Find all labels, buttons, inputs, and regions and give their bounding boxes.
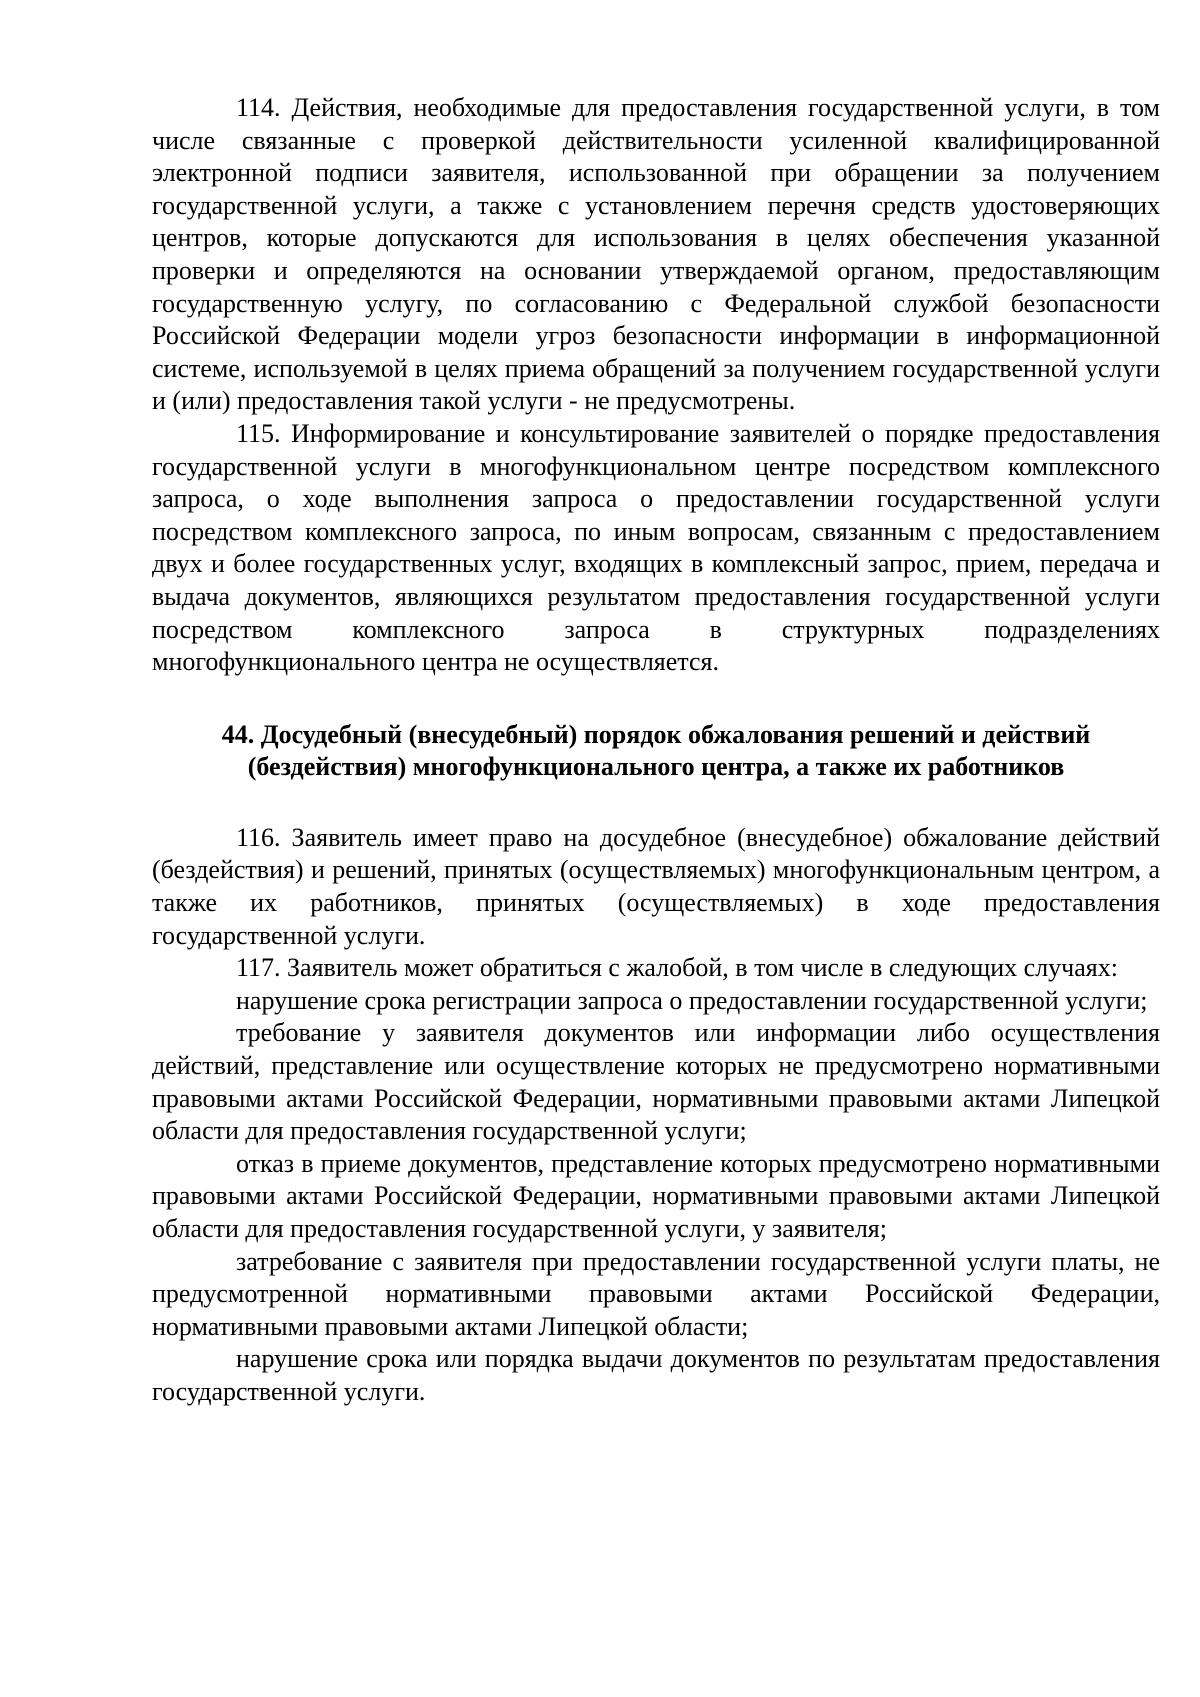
section-heading	[152, 719, 1160, 784]
section-heading-line-1: 44. Досудебный (внесудебный) порядок обжалования решений и действий	[221, 719, 1091, 749]
paragraph-115: 115. Информирование и консультирование заявителей о порядке предоставления государственной услуги в многофункциональном центре посредством комплексного запроса, о ходе выполнения запроса о предоставлении государственной услуги посредством комплексного запроса, по иным вопросам, связанным с предоставлением двух и более государственных услуг, входящих в комплексный запрос, прием, передача и выдача документов, являющихся результатом предоставления государственной услуги посредством комплексного запроса в структурных подразделениях многофункционального центра не осуществляется.	[152, 418, 1160, 677]
list-item-documents-demand: требование у заявителя документов или информации либо осуществления действий, представление или осуществление которых не предусмотрено нормативными правовыми актами Российской Федерации, нормативными правовыми актами Липецкой области для предоставления государственной услуги;	[152, 1018, 1160, 1146]
document-page	[152, 92, 1160, 1409]
list-item-refusal: отказ в приеме документов, представление которых предусмотрено нормативными правовыми актами Российской Федерации, нормативными правовыми актами Липецкой области для предоставления государственной услуги, у заявителя;	[152, 1148, 1160, 1243]
paragraph-116: 116. Заявитель имеет право на досудебное (внесудебное) обжалование действий (бездействия) и решений, принятых (осуществляемых) многофункциональным центром, а также их работников, принятых (осуществляемых) в ходе предоставления государственной услуги.	[152, 822, 1160, 950]
list-item-registration-violation: нарушение срока регистрации запроса о предоставлении государственной услуги;	[236, 985, 1148, 1015]
paragraph-117: 117. Заявитель может обратиться с жалобой, в том числе в следующих случаях:	[236, 953, 1118, 983]
list-item-fee-demand: затребование с заявителя при предоставлении государственной услуги платы, не предусмотренной нормативными правовыми актами Российской Федерации, нормативными правовыми актами Липецкой области;	[152, 1246, 1160, 1341]
list-item-issuance-violation: нарушение срока или порядка выдачи документов по результатам предоставления государственной услуги.	[152, 1344, 1160, 1406]
section-heading-line-2: (бездействия) многофункционального центра, а также их работников	[247, 752, 1065, 782]
paragraph-114: 114. Действия, необходимые для предоставления государственной услуги, в том числе связанные с проверкой действительности усиленной квалифицированной электронной подписи заявителя, использованной при обращении за получением государственной услуги, а также с установлением перечня средств удостоверяющих центров, которые допускаются для использования в целях обеспечения указанной проверки и определяются на основании утверждаемой органом, предоставляющим государственную услугу, по согласованию с Федеральной службой безопасности Российской Федерации модели угроз безопасности информации в информационной системе, используемой в целях приема обращений за получением государственной услуги и (или) предоставления такой услуги - не предусмотрены.	[152, 93, 1160, 416]
